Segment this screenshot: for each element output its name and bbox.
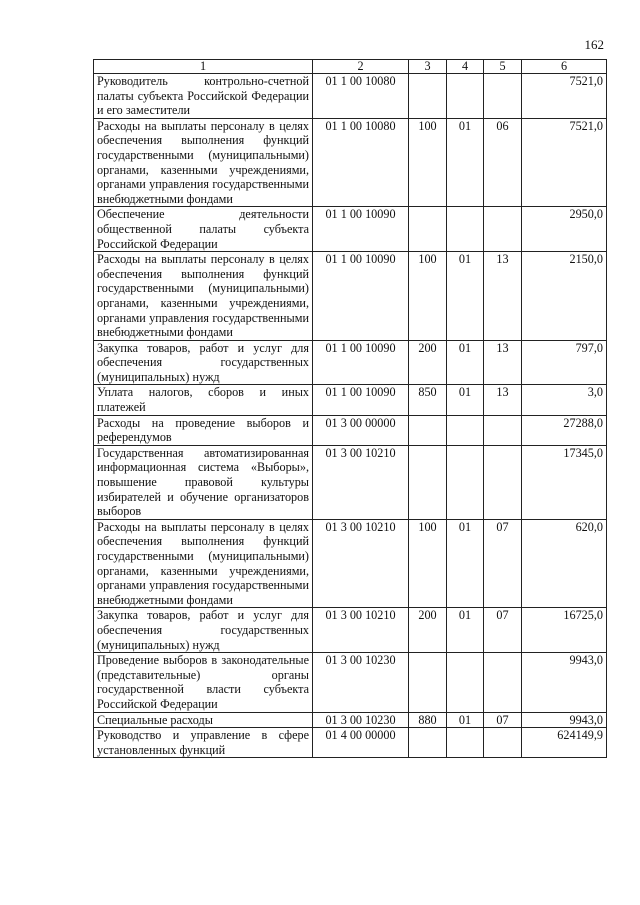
- expense-type-code: [409, 653, 447, 712]
- amount: 27288,0: [522, 415, 607, 445]
- column-header: 4: [447, 60, 484, 74]
- subsection-code: 13: [484, 340, 522, 385]
- section-code: 01: [447, 118, 484, 207]
- amount: 3,0: [522, 385, 607, 415]
- target-article-code: 01 3 00 10210: [313, 445, 409, 519]
- section-code: 01: [447, 385, 484, 415]
- target-article-code: 01 1 00 10080: [313, 118, 409, 207]
- section-code: [447, 728, 484, 758]
- target-article-code: 01 1 00 10090: [313, 385, 409, 415]
- table-row: [94, 608, 607, 653]
- column-header: 2: [313, 60, 409, 74]
- table-row: [94, 653, 607, 712]
- expense-type-code: 200: [409, 340, 447, 385]
- target-article-code: 01 3 00 00000: [313, 415, 409, 445]
- section-code: [447, 207, 484, 252]
- expense-name: Руководитель контрольно-счетной палаты субъекта Российской Федерации и его заместители: [94, 74, 313, 119]
- subsection-code: 06: [484, 118, 522, 207]
- amount: 7521,0: [522, 74, 607, 119]
- table-row: [94, 728, 607, 758]
- subsection-code: 07: [484, 712, 522, 728]
- column-header: 3: [409, 60, 447, 74]
- amount: 624149,9: [522, 728, 607, 758]
- table-header-row: [94, 60, 607, 74]
- expense-name: Закупка товаров, работ и услуг для обеспечения государственных (муниципальных) нужд: [94, 608, 313, 653]
- subsection-code: 07: [484, 519, 522, 608]
- subsection-code: [484, 415, 522, 445]
- target-article-code: 01 4 00 00000: [313, 728, 409, 758]
- column-header: 6: [522, 60, 607, 74]
- expense-name: Закупка товаров, работ и услуг для обеспечения государственных (муниципальных) нужд: [94, 340, 313, 385]
- subsection-code: [484, 653, 522, 712]
- budget-table: [93, 59, 607, 758]
- table-row: [94, 415, 607, 445]
- section-code: 01: [447, 608, 484, 653]
- amount: 9943,0: [522, 653, 607, 712]
- table-row: [94, 519, 607, 608]
- column-header: 5: [484, 60, 522, 74]
- target-article-code: 01 3 00 10230: [313, 712, 409, 728]
- expense-type-code: 200: [409, 608, 447, 653]
- target-article-code: 01 1 00 10090: [313, 252, 409, 341]
- target-article-code: 01 3 00 10210: [313, 608, 409, 653]
- expense-type-code: [409, 445, 447, 519]
- section-code: 01: [447, 712, 484, 728]
- amount: 9943,0: [522, 712, 607, 728]
- expense-name: Уплата налогов, сборов и иных платежей: [94, 385, 313, 415]
- subsection-code: 13: [484, 252, 522, 341]
- expense-type-code: [409, 74, 447, 119]
- table-row: [94, 207, 607, 252]
- amount: 2150,0: [522, 252, 607, 341]
- table-row: [94, 252, 607, 341]
- table-row: [94, 712, 607, 728]
- expense-type-code: 100: [409, 519, 447, 608]
- expense-type-code: 850: [409, 385, 447, 415]
- table-row: [94, 385, 607, 415]
- expense-name: Обеспечение деятельности общественной палаты субъекта Российской Федерации: [94, 207, 313, 252]
- expense-type-code: [409, 728, 447, 758]
- section-code: [447, 653, 484, 712]
- subsection-code: 07: [484, 608, 522, 653]
- amount: 7521,0: [522, 118, 607, 207]
- expense-name: Расходы на выплаты персоналу в целях обеспечения выполнения функций государственными (муниципальными) органами, казенными учреждениями, органами управления государственными внебюджетными фондами: [94, 118, 313, 207]
- table-row: [94, 445, 607, 519]
- expense-type-code: 100: [409, 118, 447, 207]
- expense-type-code: 880: [409, 712, 447, 728]
- expense-name: Расходы на выплаты персоналу в целях обеспечения выполнения функций государственными (муниципальными) органами, казенными учреждениями, органами управления государственными внебюджетными фондами: [94, 252, 313, 341]
- subsection-code: 13: [484, 385, 522, 415]
- subsection-code: [484, 74, 522, 119]
- section-code: [447, 74, 484, 119]
- amount: 16725,0: [522, 608, 607, 653]
- expense-name: Расходы на проведение выборов и референдумов: [94, 415, 313, 445]
- amount: 2950,0: [522, 207, 607, 252]
- target-article-code: 01 3 00 10210: [313, 519, 409, 608]
- expense-type-code: [409, 207, 447, 252]
- target-article-code: 01 1 00 10090: [313, 207, 409, 252]
- table-row: [94, 340, 607, 385]
- expense-name: Руководство и управление в сфере установленных функций: [94, 728, 313, 758]
- subsection-code: [484, 445, 522, 519]
- amount: 17345,0: [522, 445, 607, 519]
- section-code: [447, 445, 484, 519]
- subsection-code: [484, 728, 522, 758]
- target-article-code: 01 1 00 10090: [313, 340, 409, 385]
- expense-name: Специальные расходы: [94, 712, 313, 728]
- expense-name: Проведение выборов в законодательные (представительные) органы государственной власти субъекта Российской Федерации: [94, 653, 313, 712]
- amount: 797,0: [522, 340, 607, 385]
- table-row: [94, 74, 607, 119]
- expense-type-code: [409, 415, 447, 445]
- expense-name: Государственная автоматизированная информационная система «Выборы», повышение правовой культуры избирателей и обучение организаторов выборов: [94, 445, 313, 519]
- target-article-code: 01 3 00 10230: [313, 653, 409, 712]
- section-code: 01: [447, 519, 484, 608]
- column-header: 1: [94, 60, 313, 74]
- expense-type-code: 100: [409, 252, 447, 341]
- table-row: [94, 118, 607, 207]
- amount: 620,0: [522, 519, 607, 608]
- expense-name: Расходы на выплаты персоналу в целях обеспечения выполнения функций государственными (муниципальными) органами, казенными учреждениями, органами управления государственными внебюджетными фондами: [94, 519, 313, 608]
- section-code: 01: [447, 252, 484, 341]
- target-article-code: 01 1 00 10080: [313, 74, 409, 119]
- section-code: 01: [447, 340, 484, 385]
- page-number: 162: [584, 37, 604, 52]
- section-code: [447, 415, 484, 445]
- subsection-code: [484, 207, 522, 252]
